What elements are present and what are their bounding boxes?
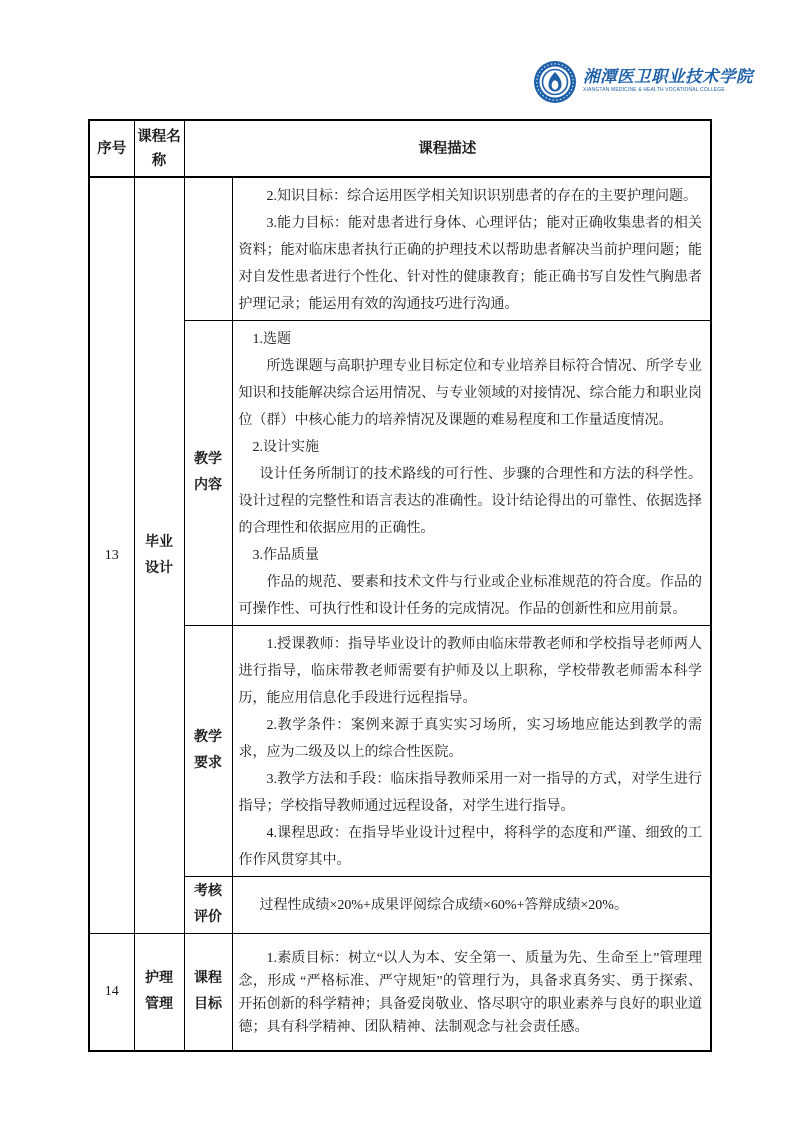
subsection-label-assessment: 考核评价 bbox=[184, 877, 232, 934]
paragraph: 设计任务所制订的技术路线的可行性、步骤的合理性和方法的科学性。设计过程的完整性和语言表达的准确性。设计结论得出的可靠性、依据选择的合理性和依据应用的正确性。 bbox=[238, 467, 702, 536]
serial-number-14: 14 bbox=[89, 934, 134, 1051]
table-header-row bbox=[89, 120, 711, 177]
subsection-label-course-goals: 课程目标 bbox=[184, 934, 232, 1051]
header-serial-number: 序号 bbox=[89, 120, 134, 177]
paragraph: 作品的规范、要素和技术文件与行业或企业标准规范的符合度。作品的可操作性、可执行性和设计任务的完成情况。作品的创新性和应用前景。 bbox=[238, 575, 702, 617]
course-name-nursing-management: 护理管理 bbox=[134, 934, 184, 1051]
paragraph: 2.教学条件：案例来源于真实实习场所，实习场地应能达到教学的需求，应为二级及以上的综合性医院。 bbox=[238, 718, 702, 760]
content-teaching-content bbox=[232, 321, 711, 626]
college-name-block bbox=[583, 66, 793, 96]
paragraph: 1.素质目标：树立“以人为本、安全第一、质量为先、生命至上”管理理念，形成 “严格标准、严守规矩”的管理行为，具备求真务实、勇于探索、开拓创新的科学精神；具备爱岗敬业、恪尽职守的职业素养与良好的职业道德；具有科学精神、团队精神、法制观念与社会责任感。 bbox=[238, 950, 702, 1035]
content-assessment bbox=[232, 877, 711, 934]
paragraph: 3.教学方法和手段：临床指导教师采用一对一指导的方式，对学生进行指导；学校指导教师通过远程设备，对学生进行指导。 bbox=[238, 772, 702, 814]
paragraph: 2.设计实施 bbox=[252, 440, 319, 455]
content-teaching-requirements bbox=[232, 626, 711, 877]
header-course-description: 课程描述 bbox=[184, 120, 711, 177]
paragraph: 1.选题 bbox=[252, 332, 291, 347]
paragraph: 1.授课教师：指导毕业设计的教师由临床带教老师和学校指导老师两人进行指导，临床带教老师需要有护师及以上职称，学校带教老师需本科学历，能应用信息化手段进行远程指导。 bbox=[238, 637, 702, 706]
college-name-cn: 湘潭医卫职业技术学院 bbox=[583, 66, 753, 86]
serial-number-13: 13 bbox=[89, 177, 134, 934]
college-logo bbox=[533, 57, 753, 107]
paragraph: 所选课题与高职护理专业目标定位和专业培养目标符合情况、所学专业知识和技能解决综合运用情况、与专业领域的对接情况、综合能力和职业岗位（群）中核心能力的培养情况及课题的难易程度和工作量适度情况。 bbox=[238, 359, 702, 428]
subsection-label-empty bbox=[184, 177, 232, 321]
college-name-en: XIANGTAN MEDICINE & HEALTH VOCATIONAL COLLEGE bbox=[583, 86, 725, 93]
paragraph: 3.能力目标：能对患者进行身体、心理评估；能对正确收集患者的相关资料；能对临床患者执行正确的护理技术以帮助患者解决当前护理问题；能对自发性患者进行个性化、针对性的健康教育；能正确书写自发性气胸患者护理记录；能运用有效的沟通技巧进行沟通。 bbox=[238, 216, 702, 312]
content-course-goals-continued bbox=[232, 177, 711, 321]
paragraph: 2.知识目标：综合运用医学相关知识识别患者的存在的主要护理问题。 bbox=[266, 189, 697, 204]
table-row bbox=[89, 934, 711, 1051]
header-course-name: 课程名称 bbox=[134, 120, 184, 177]
course-description-table bbox=[88, 119, 712, 1052]
subsection-label-teaching-content: 教学内容 bbox=[184, 321, 232, 626]
paragraph: 4.课程思政：在指导毕业设计过程中，将科学的态度和严谨、细致的工作作风贯穿其中。 bbox=[238, 826, 702, 868]
college-emblem-icon bbox=[533, 60, 577, 104]
table-row bbox=[89, 177, 711, 321]
subsection-label-teaching-requirements: 教学要求 bbox=[184, 626, 232, 877]
paragraph: 3.作品质量 bbox=[252, 548, 319, 563]
paragraph: 过程性成绩×20%+成果评阅综合成绩×60%+答辩成绩×20%。 bbox=[259, 897, 628, 913]
course-name-graduation-design: 毕业设计 bbox=[134, 177, 184, 934]
content-course-goals bbox=[232, 934, 711, 1051]
